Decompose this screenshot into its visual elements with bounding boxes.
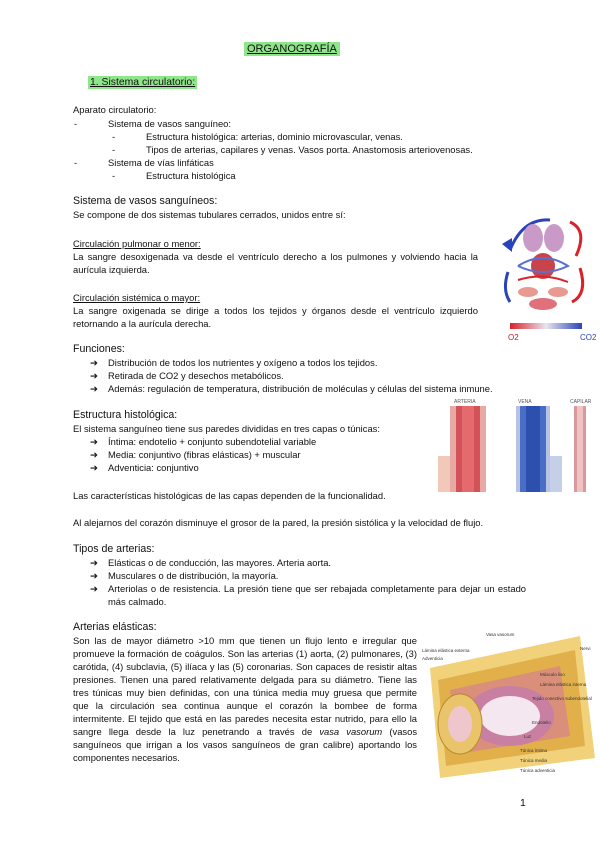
arrow-bullet-icon: ➔ bbox=[90, 449, 98, 460]
aparato-item-vasos: Sistema de vasos sanguíneo: bbox=[108, 118, 231, 129]
estructura-item: Media: conjuntivo (fibras elásticas) + muscular bbox=[108, 449, 301, 460]
list-item bbox=[90, 582, 526, 608]
lung-right bbox=[544, 224, 564, 252]
fig-label: Tejido conectivo subendotelial bbox=[532, 696, 592, 701]
fig-label: Túnica media bbox=[520, 758, 548, 763]
arrow-bullet-icon: ➔ bbox=[90, 570, 98, 581]
artery-layer-step bbox=[438, 456, 450, 492]
tipos-item: Elásticas o de conducción, las mayores. Arteria aorta. bbox=[108, 557, 332, 568]
sistemica-text: La sangre oxigenada se dirige a todos los tejidos y órganos desde el ventrículo izquierdo retornando a la aurícula derecha. bbox=[73, 305, 478, 329]
tipos-item: Musculares o de distribución, la mayoría. bbox=[108, 570, 279, 581]
elasticas-text: (vasos sanguíneos que irrigan a los vasos sanguíneos de gran calibre) aportando los componentes necesarios. bbox=[73, 726, 418, 763]
page-number: 1 bbox=[520, 797, 526, 809]
vasos-heading: Sistema de vasos sanguíneos: bbox=[73, 195, 218, 207]
arrow-bullet-icon: ➔ bbox=[90, 370, 98, 381]
estructura-heading: Estructura histológica: bbox=[73, 409, 178, 421]
list-item bbox=[112, 169, 236, 182]
arrow-bullet-icon: ➔ bbox=[90, 436, 98, 447]
document-title: ORGANOGRAFÍA bbox=[244, 42, 340, 56]
aorta-cut-lumen bbox=[448, 706, 472, 742]
fig-label-arteria: ARTERIA bbox=[454, 399, 476, 405]
aparato-heading: Aparato circulatorio: bbox=[73, 104, 157, 115]
list-item bbox=[90, 369, 284, 382]
list-item bbox=[90, 435, 317, 448]
arrow-bullet-icon: ➔ bbox=[90, 383, 98, 394]
list-item bbox=[112, 143, 473, 156]
elasticas-heading: Arterias elásticas: bbox=[73, 621, 157, 633]
arrow-bullet-icon: ➔ bbox=[90, 583, 98, 594]
dash-bullet: - bbox=[112, 131, 116, 142]
elasticas-text: Son las de mayor diámetro >10 mm que tienen un flujo lento e irregular que promueve la formación de coágulos. Son las arterias (1) aorta, (2) pulmonares, (3) carótida, (4) subclavia, (5) ilíaca y las (5) coronarias. Son capaces de resistir altas presiones. Tienen una pared relativamente delgada para su diámetro. Tiene las tres túnicas muy bien definidas, con una túnica media muy gruesa que permite que la circulación sea continua aunque el corazón la bombee de forma intermitente. El tejido que está en las paredes necesita estar nutrido, para ello la sangre llega desde la luz penetrando a través de bbox=[73, 635, 417, 737]
elasticas-paragraph bbox=[73, 634, 417, 764]
fig-label: Túnica adventicia bbox=[520, 768, 556, 773]
aorta-wall-figure bbox=[420, 628, 598, 778]
tipos-heading: Tipos de arterias: bbox=[73, 543, 155, 555]
sistemica-heading: Circulación sistémica o mayor: bbox=[73, 292, 201, 303]
fig-label: Túnica íntima bbox=[520, 748, 548, 753]
oxygen-gradient-bar bbox=[510, 323, 582, 329]
vasa-vasorum-term: vasa vasorum bbox=[319, 726, 383, 737]
vein-layer-step bbox=[550, 456, 562, 492]
estructura-item: Adventicia: conjuntivo bbox=[108, 462, 199, 473]
vasos-text: Se compone de dos sistemas tubulares cerrados, unidos entre sí: bbox=[73, 209, 346, 220]
estructura-text: El sistema sanguíneo tiene sus paredes divididas en tres capas o túnicas: bbox=[73, 423, 380, 434]
artery-lumen bbox=[462, 406, 474, 492]
lumen bbox=[480, 696, 540, 736]
red-arrow-bottom bbox=[572, 268, 583, 302]
p-alejarnos: Al alejarnos del corazón disminuye el grosor de la pared, la presión sistólica y la velocidad de flujo. bbox=[73, 517, 484, 528]
section-heading-sistema-circulatorio: 1. Sistema circulatorio: bbox=[90, 77, 196, 88]
circulation-diagram bbox=[488, 210, 600, 345]
aparato-sub-item: Estructura histológica: arterias, dominio microvascular, venas. bbox=[146, 131, 403, 142]
co2-label: CO2 bbox=[580, 333, 597, 342]
lung-left bbox=[523, 224, 543, 252]
list-item bbox=[90, 461, 199, 474]
list-item bbox=[74, 117, 231, 130]
arrow-bullet-icon: ➔ bbox=[90, 357, 98, 368]
funciones-heading: Funciones: bbox=[73, 343, 125, 355]
capillary-lumen bbox=[577, 406, 583, 492]
arrow-head-icon bbox=[502, 238, 512, 252]
fig-label: Nervi bbox=[580, 646, 591, 651]
red-arrow-top bbox=[570, 222, 581, 256]
fig-label: Adventicia bbox=[422, 656, 443, 661]
list-item bbox=[90, 356, 378, 369]
list-item bbox=[90, 448, 301, 461]
funciones-item: Retirada de CO2 y desechos metabólicos. bbox=[108, 370, 284, 381]
tissue-capillary bbox=[529, 298, 557, 310]
dash-bullet: - bbox=[112, 144, 116, 155]
fig-label: Luz bbox=[524, 734, 532, 739]
dash-bullet: - bbox=[74, 118, 78, 129]
vessel-loop bbox=[518, 276, 568, 282]
tipos-item: Arteriolas o de resistencia. La presión tiene que ser rebajada completamente para dejar un estado más calmado. bbox=[108, 583, 526, 607]
aparato-sub-item: Estructura histológica bbox=[146, 170, 236, 181]
list-item bbox=[90, 556, 332, 569]
funciones-item: Distribución de todos los nutrientes y oxígeno a todos los tejidos. bbox=[108, 357, 378, 368]
list-item bbox=[74, 156, 214, 169]
pulmonar-heading: Circulación pulmonar o menor: bbox=[73, 238, 201, 249]
fig-label: Endotelio bbox=[532, 720, 551, 725]
list-item bbox=[90, 382, 493, 395]
arrow-bullet-icon: ➔ bbox=[90, 557, 98, 568]
tissue-capillary bbox=[518, 287, 538, 297]
fig-label: Músculo liso bbox=[540, 672, 565, 677]
p-caracteristicas: Las características histológicas de las capas dependen de la funcionalidad. bbox=[73, 490, 386, 501]
blue-arrow-bottom bbox=[505, 272, 510, 302]
tissue-capillary bbox=[548, 287, 568, 297]
funciones-item: Además: regulación de temperatura, distribución de moléculas y células del sistema inmune. bbox=[108, 383, 493, 394]
aparato-sub-item: Tipos de arterias, capilares y venas. Vasos porta. Anastomosis arteriovenosas. bbox=[146, 144, 473, 155]
dash-bullet: - bbox=[112, 170, 116, 181]
list-item bbox=[112, 130, 403, 143]
fig-label: Lámina elástica interna bbox=[540, 682, 587, 687]
vessel-layers-figure bbox=[432, 396, 600, 496]
arrow-bullet-icon: ➔ bbox=[90, 462, 98, 473]
o2-label: O2 bbox=[508, 333, 519, 342]
pulmonar-text: La sangre desoxigenada va desde el ventrículo derecho a los pulmones y volviendo hacia la aurícula izquierda. bbox=[73, 251, 478, 275]
heart-icon bbox=[531, 253, 555, 279]
fig-label-capilar: CAPILAR bbox=[570, 399, 592, 405]
list-item bbox=[90, 569, 279, 582]
dash-bullet: - bbox=[74, 157, 78, 168]
fig-label-vena: VENA bbox=[518, 399, 532, 405]
fig-label: Lámina elástica externa bbox=[422, 648, 470, 653]
fig-label: Vasa vasorum bbox=[486, 632, 515, 637]
aparato-item-linfaticas: Sistema de vías linfáticas bbox=[108, 157, 214, 168]
estructura-item: Íntima: endotelio + conjunto subendotelial variable bbox=[108, 436, 317, 447]
vein-lumen bbox=[526, 406, 540, 492]
